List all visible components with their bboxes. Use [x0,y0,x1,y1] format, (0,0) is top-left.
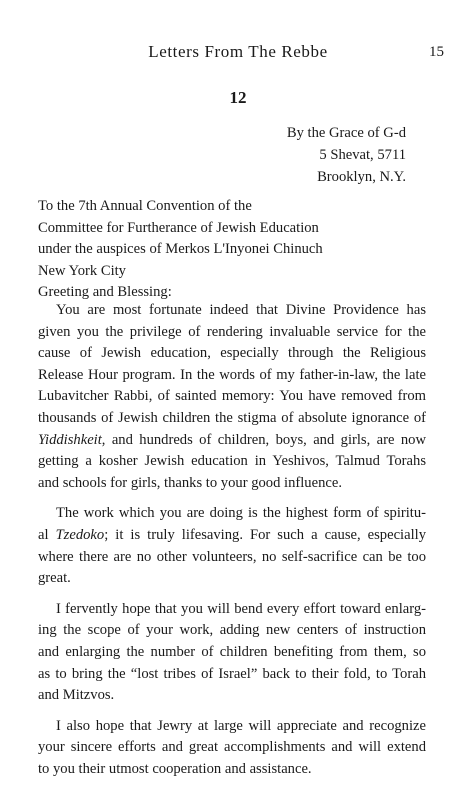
body-line: great. [38,570,71,587]
body-paragraph [38,503,426,589]
address-line: Committee for Furtherance of Jewish Education [38,219,319,236]
body-line: cause of Jewish education, especially through the Religious [38,345,426,362]
body-line: Lubavitcher Rabbi, of sainted memory: You have removed from [38,388,426,405]
letter-body [38,300,426,789]
page-number: 15 [429,44,444,60]
body-line: as to bring the “lost tribes of Israel” back to their fold, to Torah [38,665,426,682]
dateline-date: 5 Shevat, 5711 [319,147,406,163]
body-line: al Tzedoko; it is truly lifesaving. For such a cause, especially [38,526,426,543]
body-line: given you the privilege of rendering invaluable service for the [38,323,426,340]
body-line: getting a kosher Jewish education in Yeshivos, Talmud Torahs [38,453,426,470]
body-line: thousands of Jewish children the stigma of absolute ignorance of [38,409,426,426]
address-block [38,196,323,304]
body-paragraph [38,716,426,781]
body-line: You are most fortunate indeed that Divine Providence has [56,302,426,318]
italic-term: Tzedoko [55,526,105,543]
address-line: under the auspices of Merkos L'Inyonei Chinuch [38,241,323,257]
body-line: to you their utmost cooperation and assistance. [38,760,312,777]
address-line: To the 7th Annual Convention of the [38,198,252,214]
body-line: I also hope that Jewry at large will appreciate and recognize [56,717,426,734]
running-title: Letters From The Rebbe [148,42,328,61]
body-line: Release Hour program. In the words of my father-in-law, the late [38,366,426,383]
body-line: and schools for girls, thanks to your good influence. [38,474,342,491]
letter-number: 12 [229,88,247,107]
salutation: Greeting and Blessing: [38,284,172,300]
body-paragraph [38,300,426,494]
dateline-place: Brooklyn, N.Y. [317,169,406,185]
body-line: your sincere efforts and great accomplishments and will extend [38,739,426,756]
body-line: ing the scope of your work, adding new centers of instruction [38,622,426,639]
body-paragraph [38,599,426,707]
dateline-blessing: By the Grace of G-d [286,125,406,141]
body-line: The work which you are doing is the highest form of spiritu- [56,505,426,522]
body-line: where there are no other volunteers, no self-sacrifice can be too [38,548,426,565]
body-line: and Mitzvos. [38,687,115,704]
address-line: New York City [38,262,126,279]
body-line: and enlarging the number of children benefiting from them, so [38,643,426,660]
dateline [287,122,406,188]
body-line: I fervently hope that you will bend every effort toward enlarg- [56,600,426,617]
body-line: Yiddishkeit, and hundreds of children, boys, and girls, are now [38,431,426,448]
italic-term: Yiddishkeit [38,431,102,448]
